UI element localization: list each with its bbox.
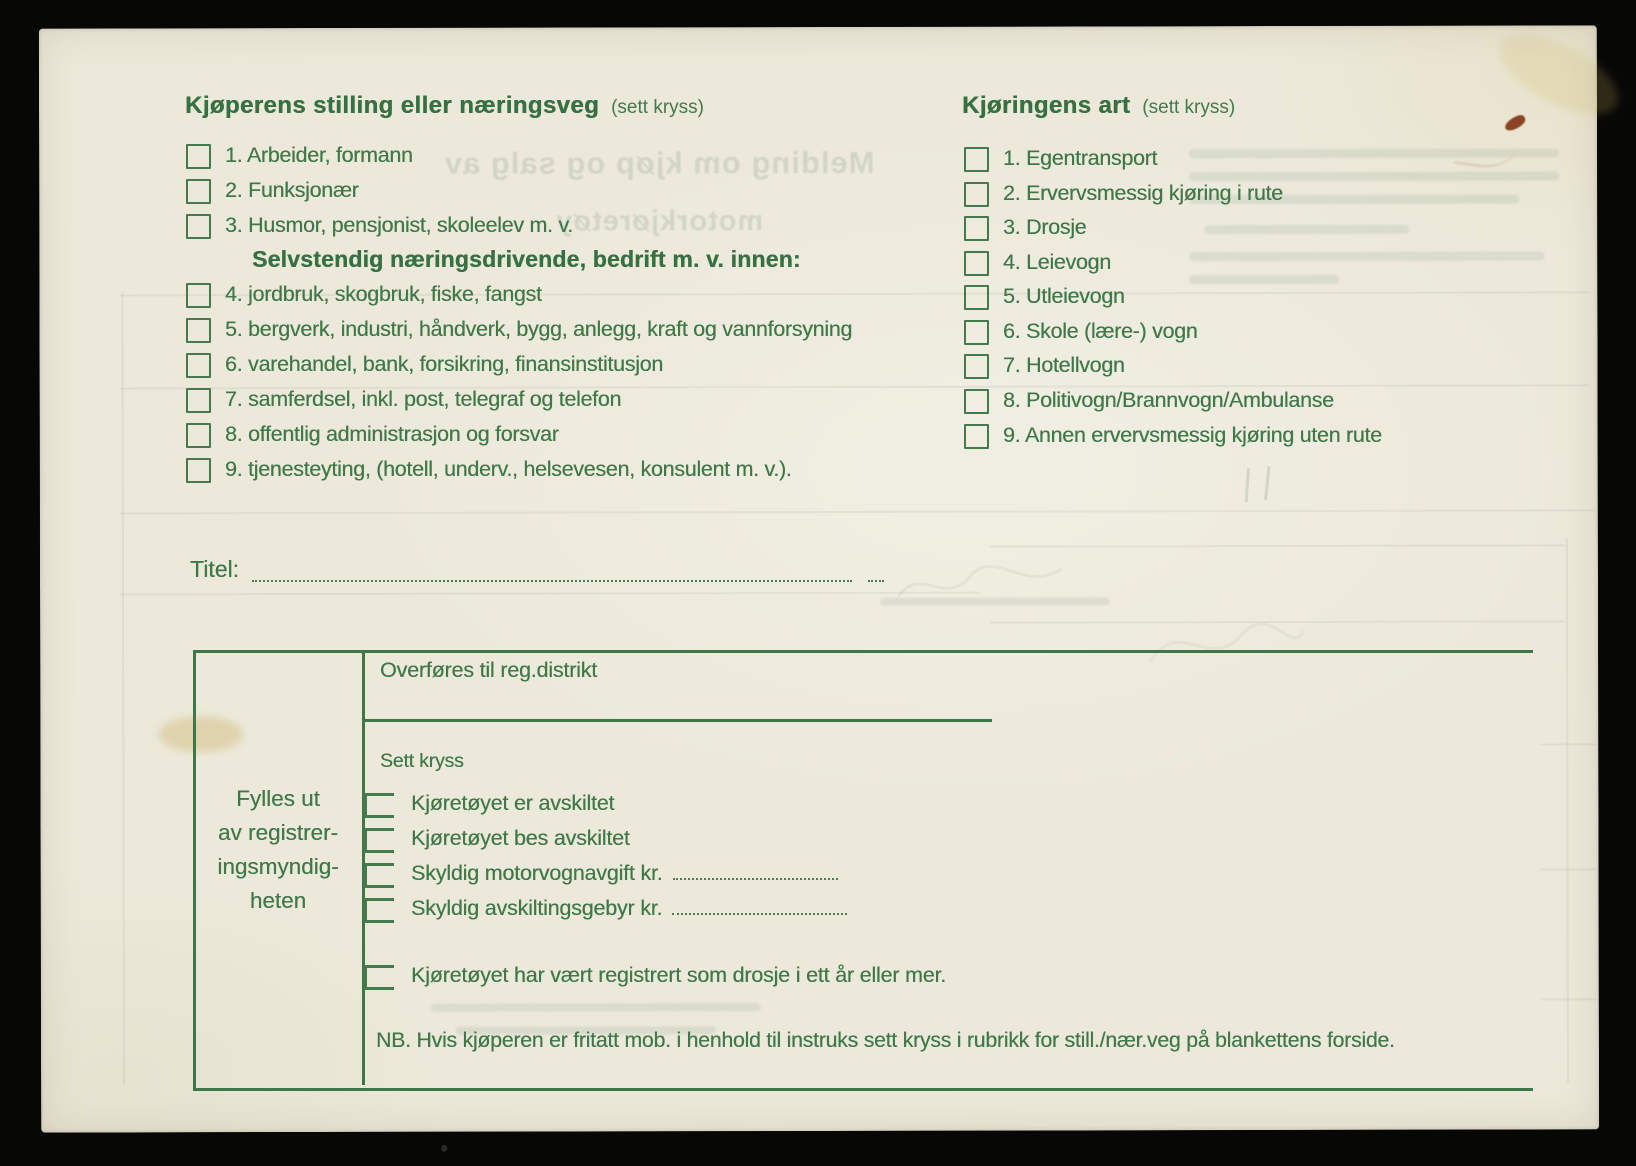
driving-type-row-1 [964,146,1157,172]
buyer-occupation-checkbox-4[interactable] [186,283,211,308]
nb-note: NB. Hvis kjøperen er fritatt mob. i henhold til instruks sett kryss i rubrikk for still./nær.veg på blankettens forside. [376,1028,1395,1052]
bleedthrough-text-line [1189,251,1544,261]
buyer-occupation-label-4: 4. jordbruk, skogbruk, fiske, fangst [225,282,542,306]
buyer-occupation-label-1: 1. Arbeider, formann [225,143,413,167]
titel-label: Titel: [190,556,239,582]
buyer-occupation-row-3 [186,213,573,239]
driving-type-checkbox-7[interactable] [964,354,989,379]
registered-as-taxi-row [364,963,946,990]
driving-type-header [962,92,1235,120]
filled-by-authority-label [196,782,360,918]
transfer-district-label: Overføres til reg.distrikt [380,658,598,682]
buyer-occupation-label-9: 9. tjenesteyting, (hotell, underv., helsevesen, konsulent m. v.). [225,457,792,481]
driving-type-row-9 [964,423,1382,449]
vehicle-requested-deplated-label: Kjøretøyet bes avskiltet [411,826,630,850]
driving-type-checkbox-3[interactable] [964,216,989,241]
buyer-occupation-checkbox-2[interactable] [186,179,211,204]
buyer-occupation-row-5 [186,317,852,343]
side-label-line-4: heten [249,888,307,913]
self-employed-subheading: Selvstendig næringsdrivende, bedrift m. v. innen: [252,246,801,272]
paper-speck [441,1145,447,1152]
buyer-occupation-checkbox-7[interactable] [186,388,211,413]
driving-type-title-note: (sett kryss) [1142,97,1236,118]
driving-type-row-7 [964,353,1125,379]
vehicle-requested-deplated-row [364,826,630,853]
owed-vehicle-tax-row [364,861,838,888]
driving-type-checkbox-4[interactable] [964,251,989,276]
driving-type-row-4 [964,250,1111,276]
driving-type-label-2: 2. Ervervsmessig kjøring i rute [1003,181,1283,205]
bleedthrough-rule [120,509,1595,514]
bleedthrough-rule [120,592,980,596]
driving-type-label-3: 3. Drosje [1003,215,1087,239]
driving-type-label-6: 6. Skole (lære-) vogn [1003,319,1198,343]
bleedthrough-handwriting [890,546,1070,616]
driving-type-checkbox-5[interactable] [964,285,989,310]
driving-type-title: Kjøringens art [962,92,1131,119]
owed-deplating-fee-row [364,896,847,923]
paper-stain [1488,18,1630,130]
buyer-occupation-checkbox-3[interactable] [186,214,211,239]
driving-type-checkbox-9[interactable] [964,424,989,449]
buyer-occupation-checkbox-6[interactable] [186,353,211,378]
driving-type-row-3 [964,215,1086,241]
vehicle-deplated-label: Kjøretøyet er avskiltet [411,791,615,815]
bleedthrough-rule [121,291,125,1086]
buyer-occupation-label-2: 2. Funksjonær [225,178,359,202]
bleedthrough-handwriting [1264,466,1270,500]
driving-type-label-1: 1. Egentransport [1003,146,1158,170]
buyer-occupation-row-7 [186,387,621,413]
titel-fill-in-line-end[interactable] [868,560,884,582]
buyer-occupation-label-8: 8. offentlig administrasjon og forsvar [225,422,559,446]
titel-fill-in-line[interactable] [252,560,852,582]
driving-type-checkbox-8[interactable] [964,389,989,414]
buyer-occupation-label-3: 3. Husmor, pensjonist, skoleelev m. v. [225,213,573,237]
buyer-occupation-header [185,92,704,120]
owed-vehicle-tax-amount-field[interactable] [673,861,838,880]
bleedthrough-text-line [1204,225,1409,234]
side-label-line-2: av registrer- [217,820,339,845]
buyer-occupation-row-1 [186,143,413,169]
buyer-occupation-checkbox-8[interactable] [186,423,211,448]
vehicle-deplated-row [364,791,614,818]
owed-vehicle-tax-checkbox[interactable] [364,863,394,888]
driving-type-label-7: 7. Hotellvogn [1003,353,1125,377]
owed-vehicle-tax-label: Skyldig motorvognavgift kr. [411,861,663,885]
bleedthrough-text-line [1189,171,1559,181]
buyer-occupation-label-5: 5. bergverk, industri, håndverk, bygg, anlegg, kraft og vannforsyning [225,317,853,341]
driving-type-row-2 [964,181,1283,207]
buyer-occupation-checkbox-9[interactable] [186,458,211,483]
driving-type-label-9: 9. Annen ervervsmessig kjøring uten rute [1003,423,1382,447]
driving-type-row-5 [964,284,1125,310]
side-label-line-1: Fylles ut [236,786,320,811]
vehicle-requested-deplated-checkbox[interactable] [364,828,394,853]
owed-deplating-fee-amount-field[interactable] [672,896,847,915]
driving-type-label-8: 8. Politivogn/Brannvogn/Ambulanse [1003,388,1334,412]
buyer-occupation-row-8 [186,422,559,448]
owed-deplating-fee-checkbox[interactable] [364,898,394,923]
driving-type-label-5: 5. Utleievogn [1003,284,1125,308]
owed-deplating-fee-label: Skyldig avskiltingsgebyr kr. [411,896,663,920]
driving-type-checkbox-1[interactable] [964,147,989,172]
ink-smudge-tail [1455,122,1520,172]
bleedthrough-handwriting [1245,468,1250,502]
buyer-occupation-row-4 [186,282,542,308]
bleedthrough-text-line [1189,275,1339,284]
bleedthrough-title-line2: motorkjøretøy [555,205,764,238]
buyer-occupation-title: Kjøperens stilling eller næringsveg [185,92,600,119]
bleedthrough-title-line1: Melding om kjøp og salg av [443,144,875,181]
bleedthrough-rule [990,544,1565,547]
driving-type-label-4: 4. Leievogn [1003,250,1111,274]
buyer-occupation-label-7: 7. samferdsel, inkl. post, telegraf og telefon [225,387,622,411]
registered-as-taxi-label: Kjøretøyet har vært registrert som drosje i ett år eller mer. [411,963,947,987]
driving-type-row-8 [964,388,1334,414]
side-label-line-3: ingsmyndig- [217,854,339,879]
sett-kryss-label: Sett kryss [380,750,464,772]
buyer-occupation-checkbox-1[interactable] [186,144,211,169]
vehicle-deplated-checkbox[interactable] [364,793,394,818]
buyer-occupation-row-6 [186,352,663,378]
driving-type-row-6 [964,319,1197,345]
registered-as-taxi-checkbox[interactable] [364,965,394,990]
buyer-occupation-title-note: (sett kryss) [611,97,704,118]
bleedthrough-rule [1566,538,1569,1083]
buyer-occupation-label-6: 6. varehandel, bank, forsikring, finansinstitusjon [225,352,663,376]
driving-type-checkbox-2[interactable] [964,182,989,207]
buyer-occupation-checkbox-5[interactable] [186,318,211,343]
driving-type-checkbox-6[interactable] [964,320,989,345]
transfer-district-write-line[interactable] [364,719,992,722]
buyer-occupation-row-9 [186,457,791,483]
buyer-occupation-row-2 [186,178,359,204]
